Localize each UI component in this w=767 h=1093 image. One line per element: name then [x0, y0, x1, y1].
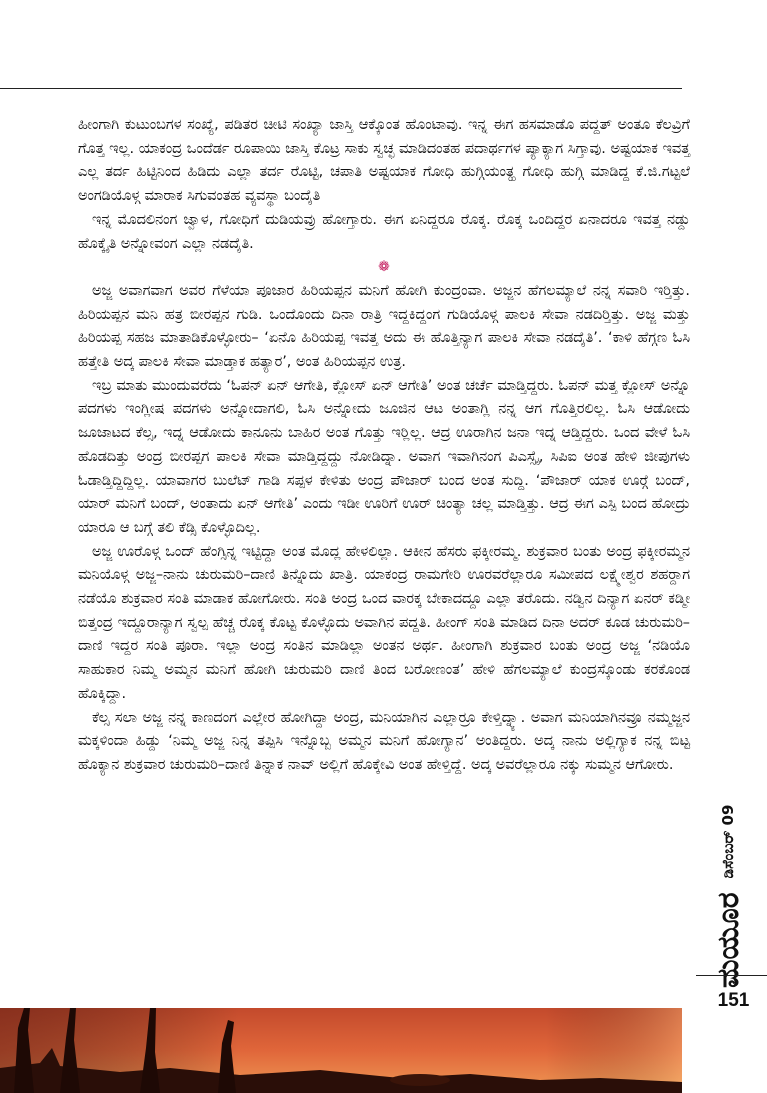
- article-column: [78, 114, 690, 778]
- page-number: 151: [717, 990, 750, 1011]
- paragraph-4: ಇಬ್ರ ಮಾತು ಮುಂದುವರೆದು ‘ಓಪನ್ ಏನ್ ಆಗೇತಿ, ಕ್ಲೋಸ್ ಏನ್ ಆಗೇತಿ’ ಅಂತ ಚರ್ಚೆ ಮಾಡ್ತಿದ್ದರು. ಓಪನ್ ಮತ್ತ ಕ್ಲೋಸ್ ಅನ್ನೊ ಪದಗಳು ಇಂಗ್ಲೀಷ ಪದಗಳು ಅನ್ನೋದಾಗಲಿ, ಓಸಿ ಅನ್ನೋದು ಜೂಜಿನ ಆಟ ಅಂತಾಗ್ಲಿ ನನ್ನ ಆಗ ಗೊತ್ತಿರಲಿಲ್ಲ. ಓಸಿ ಆಡೋದು ಜೂಜಾಟದ ಕೆಲ್ಸ, ಇದ್ನ ಆಡೋದು ಕಾನೂನು ಬಾಹಿರ ಅಂತ ಗೊತ್ತು ಇರ್‍ಲಿಲ್ಲ. ಆದ್ರ ಊರಾಗಿನ ಜನಾ ಇದ್ನ ಆಡ್ತಿದ್ದರು. ಒಂದ ವೇಳೆ ಓಸಿ ಹೊಡದಿತ್ತು ಅಂದ್ರ ಬೀರಪ್ಪಗ ಪಾಲಕಿ ಸೇವಾ ಮಾಡ್ತಿದ್ದದ್ದು ನೋಡಿದ್ನಾ. ಅವಾಗ ಇವಾಗಿನಂಗ ಪಿಎಸ್ಸೈ, ಸಿಪಿಐ ಅಂತ ಹೇಳಿ ಜೀಪುಗಳು ಓಡಾಡ್ತಿದ್ದಿದ್ದಿಲ್ಲ. ಯಾವಾಗರ ಬುಲೆಟ್ ಗಾಡಿ ಸಪ್ಪಳ ಕೇಳಿತು ಅಂದ್ರ ಪೌಜಾರ್ ಬಂದ ಅಂತ ಸುದ್ದಿ. ‘ಪೌಜಾರ್ ಯಾಕ ಊರ್‍ಗೆ ಬಂದ್, ಯಾರ್ ಮನಿಗೆ ಬಂದ್, ಅಂತಾದು ಏನ್ ಆಗೇತಿ’ ಎಂದು ಇಡೀ ಊರಿಗೆ ಊರ್ ಚಿಂತ್ಯಾ ಚಲ್ಲ ಮಾಡ್ತಿತ್ತು. ಆದ್ರ ಈಗ ಎಸ್ಪಿ ಬಂದ ಹೋದ್ರು ಯಾರೂ ಆ ಬಗ್ಗೆ ತಲಿ ಕೆಡ್ಸಿ ಕೊಳ್ಳೊದಿಲ್ಲ.: [78, 377, 690, 536]
- paragraph-2: ಇನ್ನ ಮೊದಲಿನಂಗ ಜ್ವಾಳ, ಗೋಧಿಗೆ ದುಡಿಯವ್ರು ಹೋಗ್ತಾರು. ಈಗ ಏನಿದ್ದರೂ ರೊಕ್ಕ. ರೊಕ್ಕ ಒಂದಿದ್ದರ ಏನಾದರೂ ಇವತ್ತ ನಡ್ದು ಹೊಕ್ಕೈತಿ ಅನ್ನೋವಂಗ ಎಲ್ಲಾ ನಡದೈತಿ.: [78, 211, 690, 252]
- paragraph-5: ಅಜ್ಜ ಊರೊಳ್ಗ ಒಂದ್ ಹೆಂಗ್ಸಿನ್ನ ಇಟ್ಟಿದ್ದಾ ಅಂತ ಮೊದ್ಲ ಹೇಳಲಿಲ್ಲಾ. ಆಕೀನ ಹೆಸರು ಫಕ್ಕೀರಮ್ಮ. ಶುಕ್ರವಾರ ಬಂತು ಅಂದ್ರ ಫಕ್ಕೀರಮ್ಮನ ಮನಿಯೊಳ್ಗ ಅಜ್ಜ–ನಾನು ಚುರುಮರಿ–ದಾಣಿ ತಿನ್ನೊದು ಖಾತ್ರಿ. ಯಾಕಂದ್ರ ರಾಮಗೇರಿ ಊರವರೆಲ್ಲಾರೂ ಸಮೀಪದ ಲಕ್ಷ್ಮೇಶ್ವರ ಶಹರ್‍ದಾಗ ನಡೆಯೊ ಶುಕ್ರವಾರ ಸಂತಿ ಮಾಡಾಕ ಹೋಗೋರು. ಸಂತಿ ಅಂದ್ರ ಒಂದ ವಾರಕ್ಕ ಬೇಕಾದದ್ದೂ ಎಲ್ಲಾ ತರೊದು. ನಡ್ವಿನ ದಿನ್ಯಾಗ ಏನರ್ ಕಡ್ಮೀ ಬಿತ್ತಂದ್ರ ಇದ್ದೂರಾನ್ಯಾಗ ಸ್ವಲ್ಪ ಹೆಚ್ಚ ರೊಕ್ಕ ಕೊಟ್ಟ ಕೊಳ್ಳೊದು ಅವಾಗಿನ ಪದ್ದತಿ. ಹೀಂಗ್ ಸಂತಿ ಮಾಡಿದ ದಿನಾ ಅದರ್ ಕೂಡ ಚುರುಮರಿ–ದಾಣಿ ಇದ್ದರ ಸಂತಿ ಪೂರಾ. ಇಲ್ಲಾ ಅಂದ್ರ ಸಂತಿನ ಮಾಡಿಲ್ಲಾ ಅಂತನ ಅರ್ಥ. ಹೀಂಗಾಗಿ ಶುಕ್ರವಾರ ಬಂತು ಅಂದ್ರ ಅಜ್ಜ ‘ನಡಿಯೊ ಸಾಹುಕಾರ ನಿಮ್ಮ ಅಮ್ಮನ ಮನಿಗೆ ಹೋಗಿ ಚುರುಮರಿ ದಾಣಿ ತಿಂದ ಬರೋಣಂತ’ ಹೇಳಿ ಹೆಗಲಮ್ಯಾಲೆ ಕುಂದ್ರಸ್ಕೊಂಡು ಕರಕೊಂಡ ಹೊಕ್ಕಿದ್ದಾ.: [78, 543, 690, 702]
- paragraph-1: ಹೀಂಗಾಗಿ ಕುಟುಂಬಗಳ ಸಂಖ್ಯೆ, ಪಡಿತರ ಚೀಟಿ ಸಂಖ್ಯಾ ಜಾಸ್ತಿ ಆಕ್ಕೊಂತ ಹೊಂಟಾವು. ಇನ್ನ ಈಗ ಹಸಮಾಡೊ ಪದ್ದತ್ ಅಂತೂ ಕೆಲವ್ರಿಗೆ ಗೊತ್ತ ಇಲ್ಲ. ಯಾಕಂದ್ರ ಒಂದೆರ್ಡ ರೂಪಾಯಿ ಜಾಸ್ತಿ ಕೊಟ್ರ ಸಾಕು ಸ್ವಚ್ಛ ಮಾಡಿದಂತಹ ಪದಾರ್ಥಗಳ ಪ್ಯಾಕ್ಯಾಗ ಸಿಗ್ತಾವು. ಅಷ್ಟಯಾಕ ಇವತ್ತ ಎಲ್ಲ ತರ್ದ ಹಿಟ್ಟಿನಿಂದ ಹಿಡಿದು ಎಲ್ಲಾ ತರ್ದ ರೊಟ್ಟಿ, ಚಪಾತಿ ಅಷ್ಟಯಾಕ ಗೋಧಿ ಹುಗ್ಗಿಯಂತ್ಹ ಗೋಧಿ ಹುಗ್ಗಿ ಮಾಡಿದ್ದ ಕೆ.ಜಿ.ಗಟ್ಟಲೆ ಅಂಗಡಿಯೊಳ್ಗ ಮಾರಾಕ ಸಿಗುವಂತಹ ವ್ಯವಸ್ಥಾ ಬಂದೈತಿ: [78, 117, 690, 205]
- paragraph-6: ಕೆಲ್ಸ ಸಲಾ ಅಜ್ಜ ನನ್ನ ಕಾಣದಂಗ ಎಲ್ಲೇರ ಹೋಗಿದ್ದಾ ಅಂದ್ರ, ಮನಿಯಾಗಿನ ಎಲ್ಲಾರ್‍ರೂ ಕೇಳ್ತಿದ್ನ್ಯಾ. ಅವಾಗ ಮನಿಯಾಗಿನವ್ರೂ ನಮ್ಮಜ್ಜನ ಮಕ್ಕಳಿಂದಾ ಹಿಡ್ದು ‘ನಿಮ್ಮ ಅಜ್ಜ ನಿನ್ನ ತಪ್ಪಿಸಿ ಇನ್ನೊಬ್ಬ ಅಮ್ಮನ ಮನಿಗೆ ಹೋಗ್ಯಾನ’ ಅಂತಿದ್ದರು. ಅದ್ಕ ನಾನು ಅಲ್ಲಿಗ್ಯಾಕ ನನ್ನ ಬಿಟ್ಟ ಹೊಕ್ಯಾನ ಶುಕ್ರವಾರ ಚುರುಮರಿ–ದಾಣಿ ತಿನ್ನಾಕ ನಾವ್ ಅಲ್ಲಿಗೆ ಹೊಕ್ಕೇವಿ ಅಂತ ಹೇಳ್ತಿದ್ದೆ. ಅದ್ಕ ಅವರೆಲ್ಲಾರೂ ನಕ್ಕು ಸುಮ್ಮನ ಆಗೋರು.: [78, 709, 690, 773]
- issue-label: ಡಿಸೆಂಬರ್ 09: [719, 804, 737, 879]
- sunset-silhouette-image: [0, 1008, 682, 1093]
- paragraph-3: ಅಜ್ಜ ಅವಾಗವಾಗ ಅವರ ಗೆಳೆಯಾ ಪೂಜಾರ ಹಿರಿಯಪ್ಪನ ಮನಿಗೆ ಹೋಗಿ ಕುಂದ್ರಂವಾ. ಅಜ್ಜನ ಹೆಗಲಮ್ಯಾಲೆ ನನ್ನ ಸವಾರಿ ಇರ್‍ತಿತ್ತು. ಹಿರಿಯಪ್ಪನ ಮನಿ ಹತ್ರ ಬೀರಪ್ಪನ ಗುಡಿ. ಒಂದೊಂದು ದಿನಾ ರಾತ್ರಿ ಇದ್ದಕಿದ್ದಂಗ ಗುಡಿಯೊಳ್ಗ ಪಾಲಕಿ ಸೇವಾ ನಡದಿರ್‍ತಿತ್ತು. ಅಜ್ಜ ಮತ್ತು ಹಿರಿಯಪ್ಪ ಸಹಜ ಮಾತಾಡಿಕೊಳ್ಳೋರು– ‘ಏನೊ ಹಿರಿಯಪ್ಪ ಇವತ್ತ ಅದು ಈ ಹೊತ್ತಿನ್ಯಾಗ ಪಾಲಕಿ ಸೇವಾ ನಡದೈತಿ’. ‘ಕಾಳಿ ಹೆಗ್ಗಣ ಓಸಿ ಹತ್ತೇತಿ ಅದ್ಕ ಪಾಲಕಿ ಸೇವಾ ಮಾಡ್ತಾಕ ಹತ್ಯಾರ’, ಅಂತ ಹಿರಿಯಪ್ಪನ ಉತ್ರ.: [78, 282, 690, 371]
- top-rule: [0, 88, 682, 89]
- magazine-name: ಮಯೂರ: [710, 892, 746, 988]
- magazine-sidebar: [708, 798, 748, 988]
- flower-ornament-icon: ❁: [378, 259, 390, 276]
- footer-rule: [696, 975, 767, 976]
- sunset-photo-strip: [0, 1008, 682, 1093]
